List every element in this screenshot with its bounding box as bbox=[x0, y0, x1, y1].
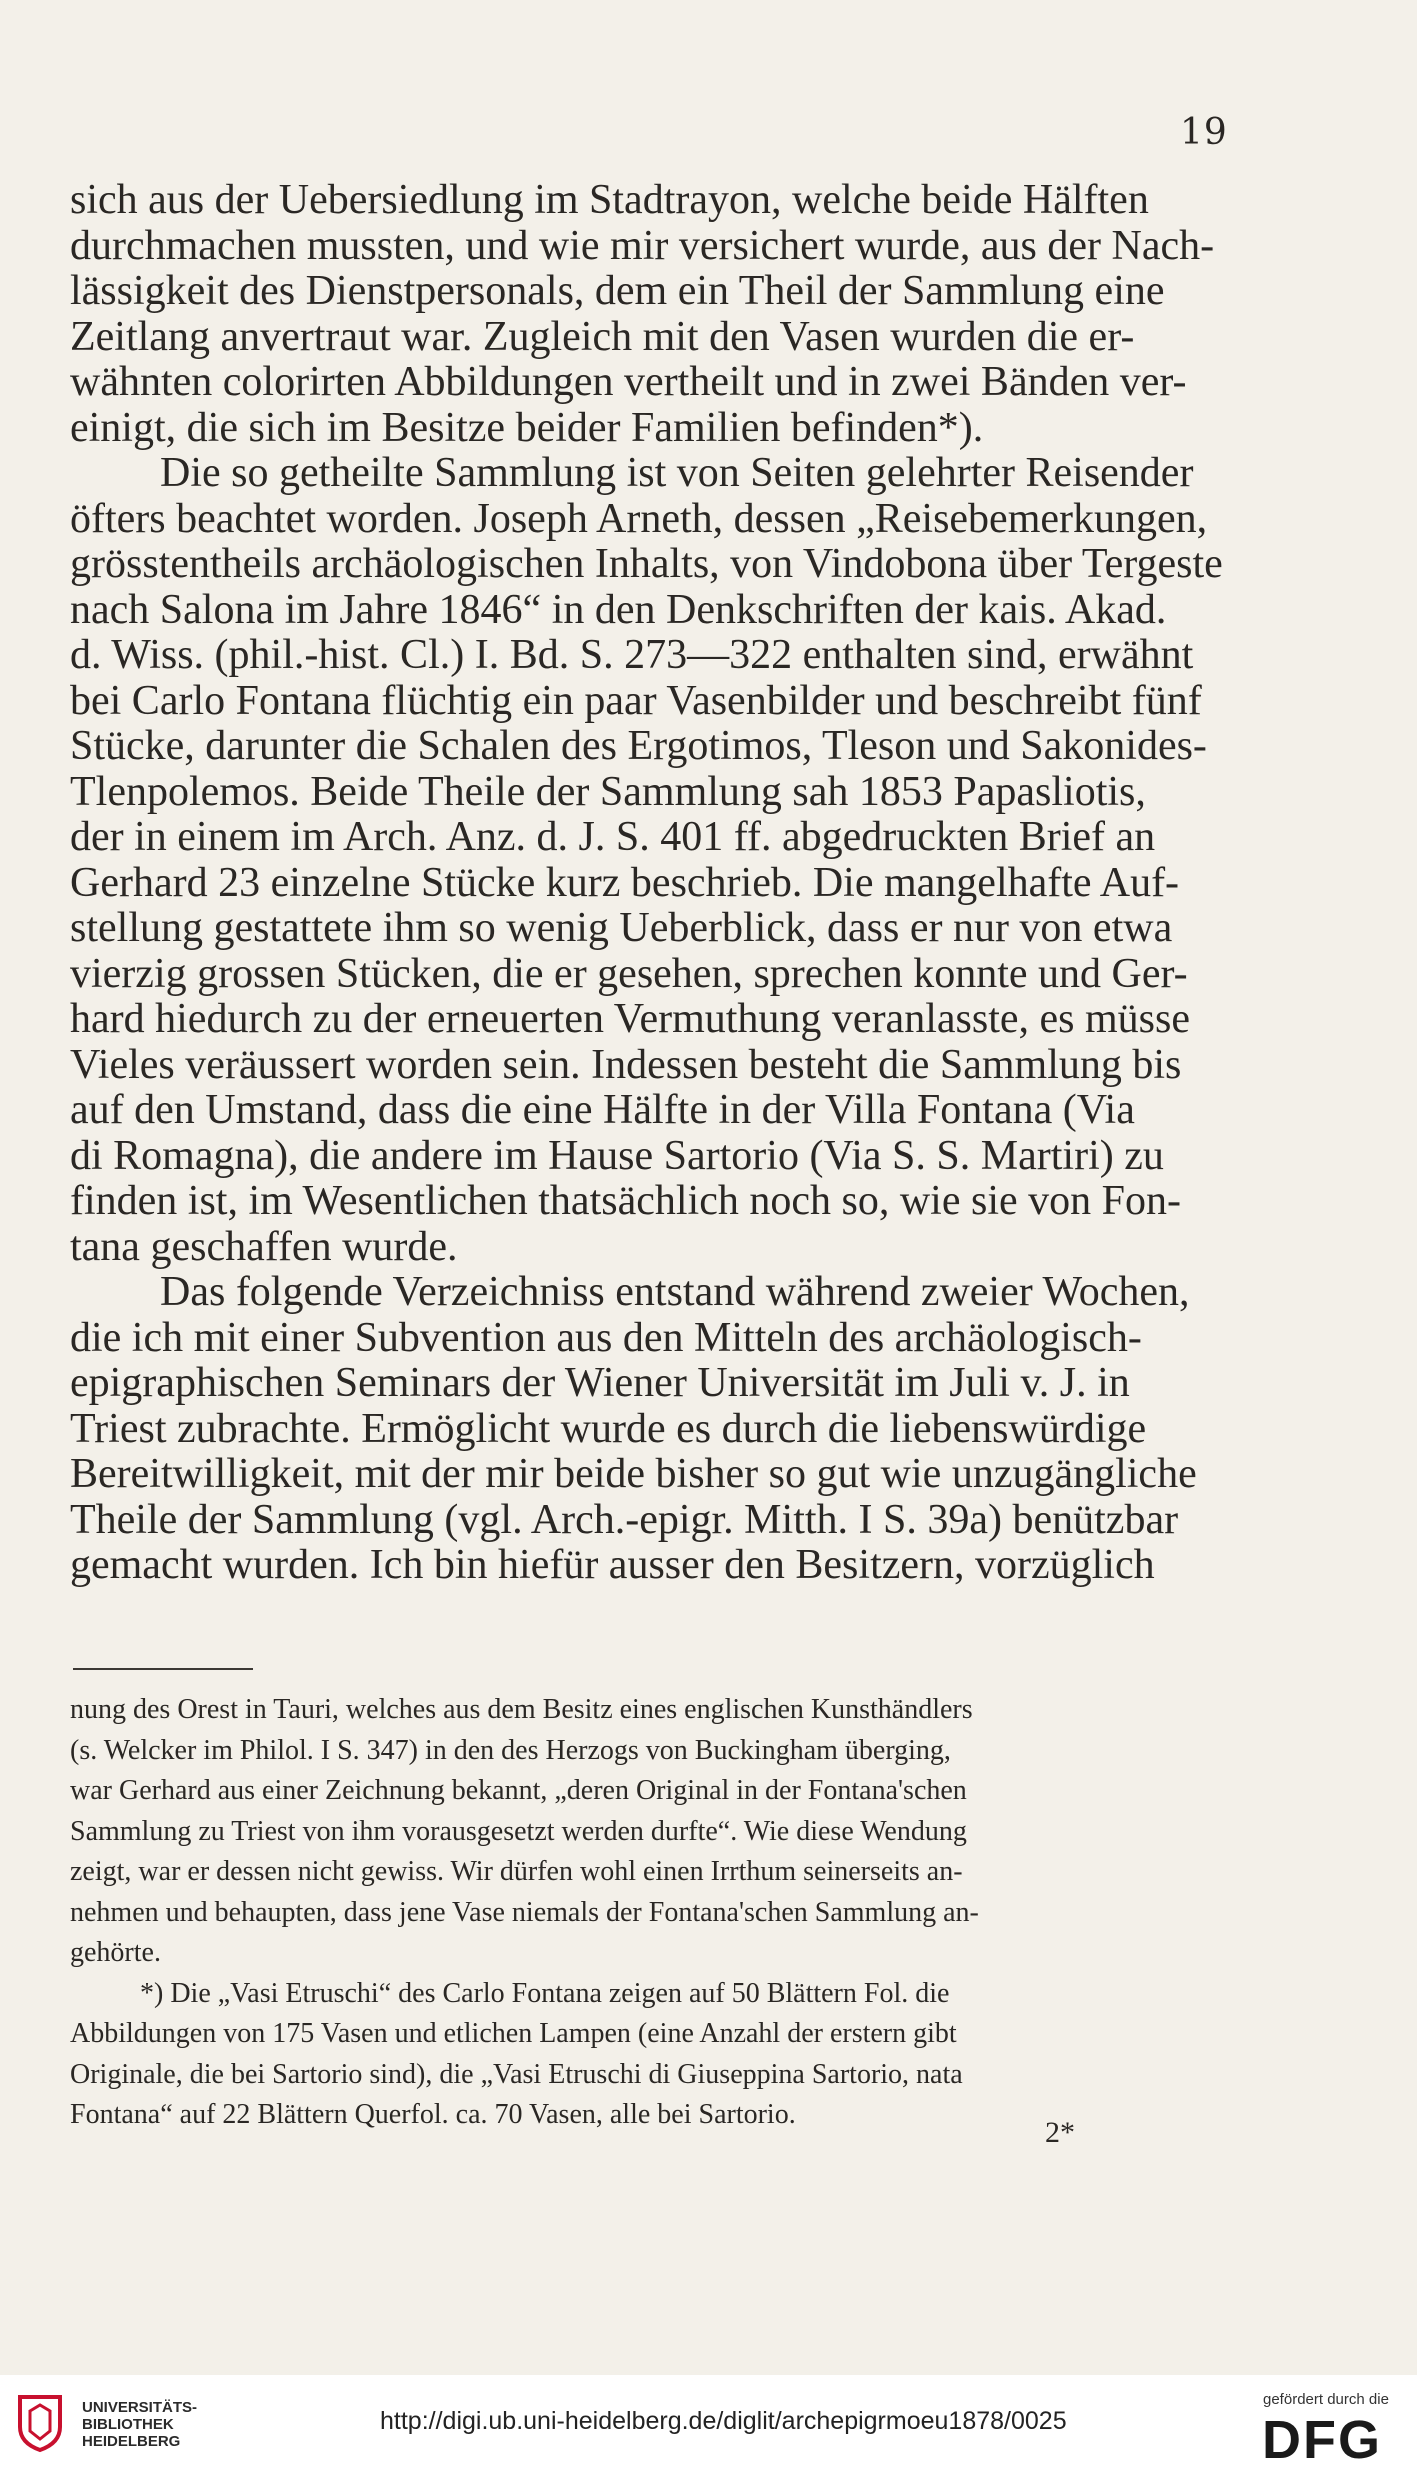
text-line: auf den Umstand, dass die eine Hälfte in der Villa Fontana (Via bbox=[70, 1087, 1135, 1133]
text-line: Das folgende Verzeichniss entstand während zweier Wochen, bbox=[160, 1269, 1190, 1315]
footnote-line: Originale, die bei Sartorio sind), die „Vasi Etruschi di Giuseppina Sartorio, nata bbox=[70, 2058, 963, 2090]
text-line: einigt, die sich im Besitze beider Familien befinden*). bbox=[70, 404, 984, 451]
footer-bar bbox=[0, 2375, 1417, 2474]
text-line: sich aus der Uebersiedlung im Stadtrayon, welche beide Hälften bbox=[70, 177, 1149, 223]
text-line: der in einem im Arch. Anz. d. J. S. 401 ff. abgedruckten Brief an bbox=[70, 814, 1156, 860]
text-line: Triest zubrachte. Ermöglicht wurde es durch die liebenswürdige bbox=[70, 1405, 1147, 1452]
text-line: wähnten colorirten Abbildungen vertheilt und in zwei Bänden ver- bbox=[70, 359, 1187, 405]
text-line: di Romagna), die andere im Hause Sartorio (Via S. S. Martiri) zu bbox=[70, 1132, 1164, 1179]
text-line: Zeitlang anvertraut war. Zugleich mit den Vasen wurden die er- bbox=[70, 313, 1135, 360]
text-line: tana geschaffen wurde. bbox=[70, 1223, 458, 1270]
page-number: 19 bbox=[1180, 112, 1228, 153]
text-line: bei Carlo Fontana flüchtig ein paar Vasenbilder und beschreibt fünf bbox=[70, 677, 1202, 724]
text-line: Gerhard 23 einzelne Stücke kurz beschrieb. Die mangelhafte Auf- bbox=[70, 859, 1180, 906]
text-line: Die so getheilte Sammlung ist von Seiten gelehrter Reisender bbox=[160, 450, 1194, 496]
footnote-line: Sammlung zu Triest von ihm vorausgesetzt werden durfte“. Wie diese Wendung bbox=[70, 1815, 967, 1847]
dfg-logo: DFG bbox=[1262, 2410, 1382, 2470]
text-line: stellung gestattete ihm so wenig Ueberblick, dass er nur von etwa bbox=[70, 905, 1173, 951]
text-line: finden ist, im Wesentlichen thatsächlich noch so, wie sie von Fon- bbox=[70, 1178, 1181, 1224]
university-line: UNIVERSITÄTS- bbox=[82, 2399, 198, 2416]
text-line: epigraphischen Seminars der Wiener Universität im Juli v. J. in bbox=[70, 1360, 1130, 1406]
footnotes bbox=[70, 1690, 1230, 2136]
text-line: grösstentheils archäologischen Inhalts, von Vindobona über Tergeste bbox=[70, 541, 1223, 587]
main-text bbox=[70, 178, 1230, 1589]
footnote-line: nehmen und behaupten, dass jene Vase niemals der Fontana'schen Sammlung an- bbox=[70, 1896, 979, 1928]
footnote-line: *) Die „Vasi Etruschi“ des Carlo Fontana zeigen auf 50 Blättern Fol. die bbox=[140, 1977, 950, 2009]
text-line: d. Wiss. (phil.-hist. Cl.) I. Bd. S. 273—322 enthalten sind, erwähnt bbox=[70, 632, 1194, 678]
university-logo-icon bbox=[14, 2393, 66, 2453]
footnote-line: Fontana“ auf 22 Blättern Querfol. ca. 70 Vasen, alle bei Sartorio. bbox=[70, 2099, 796, 2130]
funding-label: gefördert durch die bbox=[1263, 2391, 1389, 2408]
text-line: nach Salona im Jahre 1846“ in den Denkschriften der kais. Akad. bbox=[70, 586, 1167, 633]
footnote-line: nung des Orest in Tauri, welches aus dem Besitz eines englischen Kunsthändlers bbox=[70, 1694, 973, 1725]
university-name bbox=[82, 2399, 197, 2450]
footnote-line: Abbildungen von 175 Vasen und etlichen Lampen (eine Anzahl der erstern gibt bbox=[70, 2018, 957, 2049]
text-line: öfters beachtet worden. Joseph Arneth, dessen „Reisebemerkungen, bbox=[70, 495, 1208, 542]
source-url-link[interactable]: http://digi.ub.uni-heidelberg.de/diglit/archepigrmoeu1878/0025 bbox=[380, 2407, 1067, 2435]
footnote-line: war Gerhard aus einer Zeichnung bekannt, „deren Original in der Fontana'schen bbox=[70, 1775, 967, 1806]
footnote-divider bbox=[73, 1668, 253, 1670]
text-line: vierzig grossen Stücken, die er gesehen, sprechen konnte und Ger- bbox=[70, 950, 1188, 997]
university-line: HEIDELBERG bbox=[82, 2433, 181, 2450]
university-line: BIBLIOTHEK bbox=[82, 2416, 174, 2433]
footnote-line: (s. Welcker im Philol. I S. 347) in den des Herzogs von Buckingham überging, bbox=[70, 1734, 951, 1766]
text-line: Bereitwilligkeit, mit der mir beide bisher so gut wie unzugängliche bbox=[70, 1451, 1197, 1497]
text-line: Theile der Sammlung (vgl. Arch.-epigr. Mitth. I S. 39a) benützbar bbox=[70, 1496, 1179, 1543]
text-line: Vieles veräussert worden sein. Indessen besteht die Sammlung bis bbox=[70, 1041, 1182, 1088]
text-line: hard hiedurch zu der erneuerten Vermuthung veranlasste, es müsse bbox=[70, 996, 1190, 1042]
text-line: die ich mit einer Subvention aus den Mitteln des archäologisch- bbox=[70, 1314, 1142, 1361]
text-line: gemacht wurden. Ich bin hiefür ausser den Besitzern, vorzüglich bbox=[70, 1542, 1155, 1588]
signature-mark: 2* bbox=[1045, 2116, 1075, 2149]
footnote-line: gehörte. bbox=[70, 1937, 161, 1968]
text-line: durchmachen mussten, und wie mir versichert wurde, aus der Nach- bbox=[70, 222, 1215, 269]
text-line: Tlenpolemos. Beide Theile der Sammlung sah 1853 Papasliotis, bbox=[70, 768, 1146, 815]
text-line: Stücke, darunter die Schalen des Ergotimos, Tleson und Sakonides- bbox=[70, 723, 1207, 769]
text-line: lässigkeit des Dienstpersonals, dem ein Theil der Sammlung eine bbox=[70, 268, 1165, 314]
footnote-line: zeigt, war er dessen nicht gewiss. Wir dürfen wohl einen Irrthum seinerseits an- bbox=[70, 1856, 963, 1887]
